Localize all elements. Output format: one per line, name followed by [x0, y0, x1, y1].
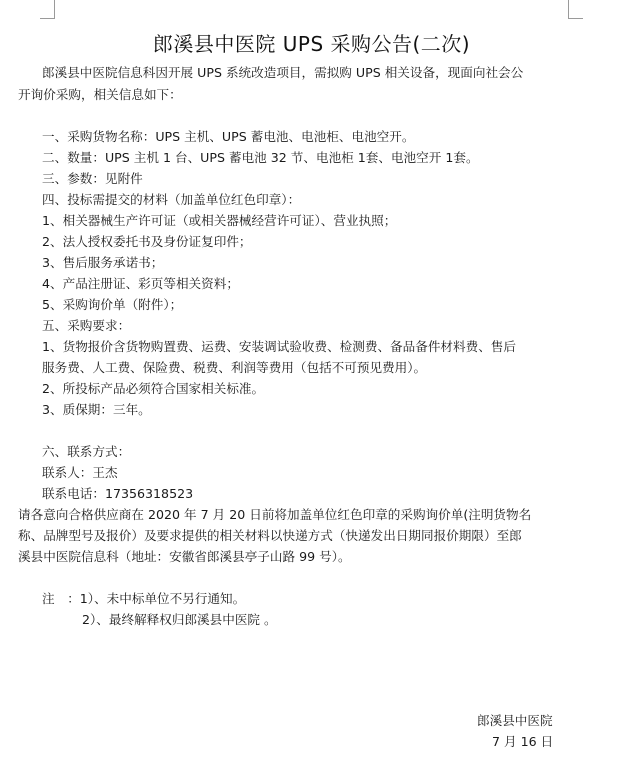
- section-4-item-4: 4、产品注册证、彩页等相关资料；: [42, 276, 239, 291]
- section-4-item-3: 3、售后服务承诺书；: [42, 255, 164, 270]
- intro-line-1: 郎溪县中医院信息科因开展 UPS 系统改造项目，需拟购 UPS 相关设备，现面向社会公: [42, 65, 524, 80]
- section-3-params: 三、参数：见附件: [42, 171, 143, 186]
- section-4-heading: 四、投标需提交的材料（加盖单位红色印章）：: [42, 192, 301, 207]
- section-5-heading: 五、采购要求：: [42, 318, 131, 333]
- contact-person: 联系人：王杰: [42, 465, 118, 480]
- signature-date: 7 月 16 日: [492, 734, 554, 749]
- section-5-item-2: 2、所投标产品必须符合国家相关标准。: [42, 381, 265, 396]
- note-2: 2）、最终解释权归郎溪县中医院 。: [82, 612, 277, 627]
- document-title: 郎溪县中医院 UPS 采购公告(二次): [152, 32, 471, 56]
- intro-line-2: 开询价采购，相关信息如下：: [18, 87, 182, 102]
- signature-org: 郎溪县中医院: [477, 713, 553, 728]
- section-5-item-1-line-2: 服务费、人工费、保险费、税费、利润等费用（包括不可预见费用）。: [42, 360, 427, 375]
- section-6-heading: 六、联系方式：: [42, 444, 131, 459]
- submission-line-1: 请各意向合格供应商在 2020 年 7 月 20 日前将加盖单位红色印章的采购询价单(注明货物名: [18, 507, 532, 522]
- note-1: 注 ：1）、未中标单位不另行通知。: [42, 591, 246, 606]
- section-4-item-2: 2、法人授权委托书及身份证复印件；: [42, 234, 252, 249]
- submission-line-3: 溪县中医院信息科（地址：安徽省郎溪县亭子山路 99 号）。: [18, 549, 351, 564]
- section-4-item-1: 1、相关器械生产许可证（或相关器械经营许可证）、营业执照；: [42, 213, 397, 228]
- section-5-item-1-line-1: 1、货物报价含货物购置费、运费、安装调试验收费、检测费、备品备件材料费、售后: [42, 339, 516, 354]
- page-corner-mark-left: [40, 0, 55, 19]
- section-2-quantity: 二、数量：UPS 主机 1 台、UPS 蓄电池 32 节、电池柜 1套、电池空开 1套。: [42, 150, 479, 165]
- submission-line-2: 称、品牌型号及报价）及要求提供的相关材料以快递方式（快递发出日期同报价期限）至郎: [18, 528, 522, 543]
- section-4-item-5: 5、采购询价单（附件）；: [42, 297, 183, 312]
- section-1-goods: 一、采购货物名称：UPS 主机、UPS 蓄电池、电池柜、电池空开。: [42, 129, 415, 144]
- contact-phone: 联系电话：17356318523: [42, 486, 194, 501]
- section-5-item-3: 3、质保期：三年。: [42, 402, 151, 417]
- page-corner-mark-right: [568, 0, 583, 19]
